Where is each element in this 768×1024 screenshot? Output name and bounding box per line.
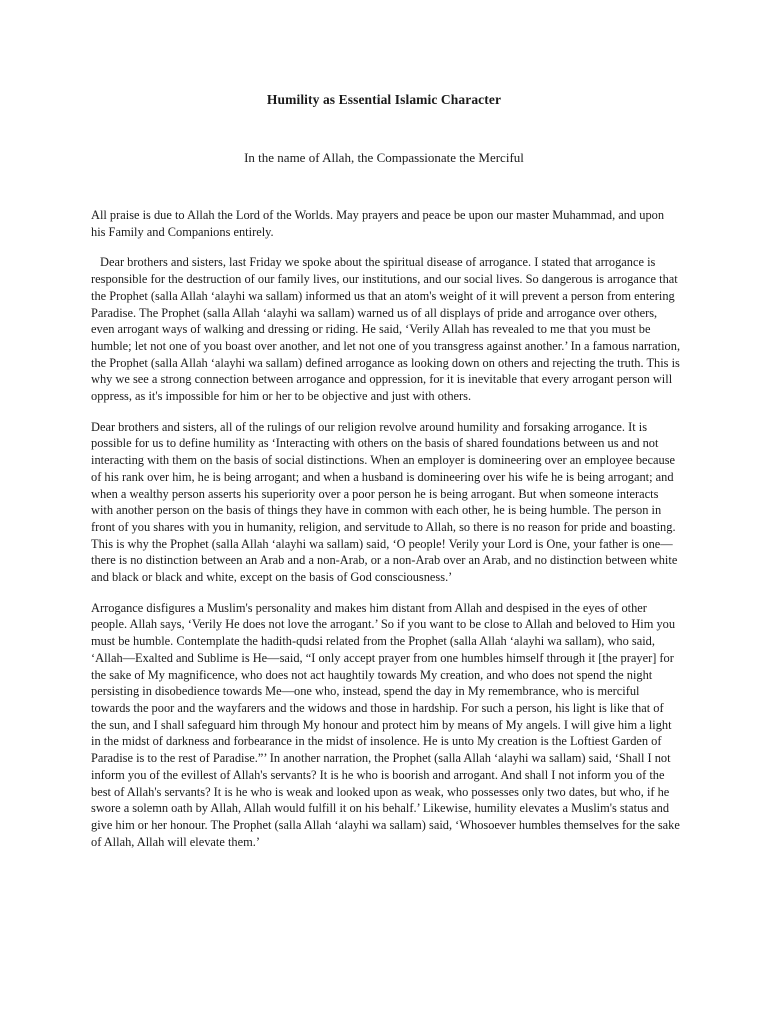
document-subtitle: In the name of Allah, the Compassionate the Merciful <box>244 150 524 165</box>
paragraph-arrogance: Dear brothers and sisters, last Friday we spoke about the spiritual disease of arrogance. I stated that arrogance is responsible for the destruction of our family lives, our institutions, and our social lives. So dangerous is arrogance that the Prophet (salla Allah ‘alayhi wa sallam) informed us that an atom's weight of it will prevent a person from entering Paradise. The Prophet (salla Allah ‘alayhi wa sallam) warned us of all displays of pride and arrogance over others, even arrogant ways of walking and dressing or riding. He said, ‘Verily Allah has revealed to me that you must be humble; let not one of you boast over another, and let not one of you transgress against another.’ In a famous narration, the Prophet (salla Allah ‘alayhi wa sallam) defined arrogance as looking down on others and rejecting the truth. This is why we see a strong connection between arrogance and oppression, for it is inevitable that every arrogant person will oppress, as it's impossible for him or her to be objective and just with others. <box>91 255 681 404</box>
paragraph-humility-definition: Dear brothers and sisters, all of the rulings of our religion revolve around humility and forsaking arrogance. It is possible for us to define humility as ‘Interacting with others on the basis of shared foundations between us and not interacting with them on the basis of social distinctions. When an employer is domineering over an employee because of his rank over him, he is being arrogant; and when a husband is domineering over his wife he is being arrogant; and when a wealthy person asserts his superiority over a poor person he is being arrogant. But when someone interacts with another person on the basis of things they have in common with each other, he is being humble. The person in front of you shares with you in humanity, religion, and servitude to Allah, so there is no reason for pride and boasting. This is why the Prophet (salla Allah ‘alayhi wa sallam) said, ‘O people! Verily your Lord is One, your father is one—there is no distinction between an Arab and a non-Arab, or a non-Arab over an Arab, and no distinction between white and black or black and white, except on the basis of God consciousness.’ <box>91 419 678 585</box>
document-title: Humility as Essential Islamic Character <box>266 92 502 107</box>
paragraph-hadith-qudsi: Arrogance disfigures a Muslim's personality and makes him distant from Allah and despised in the eyes of other people. Allah says, ‘Verily He does not love the arrogant.’ So if you want to be close to Allah and beloved to Him you must be humble. Contemplate the hadith-qudsi related from the Prophet (salla Allah ‘alayhi wa sallam), who said, ‘Allah—Exalted and Sublime is He—said, “I only accept prayer from one humbles himself through it [the prayer] for the sake of My magnificence, who does not act haughtily towards My creation, and who does not spend the night persisting in disobedience towards Me—one who, instead, spend the day in My remembrance, who is merciful towards the poor and the wayfarers and the widows and those in hardship. For such a person, his light is like that of the sun, and I shall safeguard him through My honour and protect him by means of My angels. I will give him a light in the midst of darkness and forbearance in the midst of insolence. He is unto My creation is the Loftiest Garden of Paradise is to the rest of Paradise.”’ In another narration, the Prophet (salla Allah ‘alayhi wa sallam) said, ‘Shall I not inform you of the evillest of Allah's servants? It is he who is boorish and arrogant. And shall I not inform you of the best of Allah's servants? It is he who is weak and looked upon as weak, who possesses only two dates, but who, if he swore a solemn oath by Allah, Allah would fulfill it on his behalf.’ Likewise, humility elevates a Muslim's status and give him or her honour. The Prophet (salla Allah ‘alayhi wa sallam) said, ‘Whosoever humbles themselves for the sake of Allah, Allah will elevate them.’ <box>91 600 680 849</box>
document-body <box>91 207 681 864</box>
paragraph-intro: All praise is due to Allah the Lord of the Worlds. May prayers and peace be upon our master Muhammad, and upon his Family and Companions entirely. <box>91 208 665 239</box>
